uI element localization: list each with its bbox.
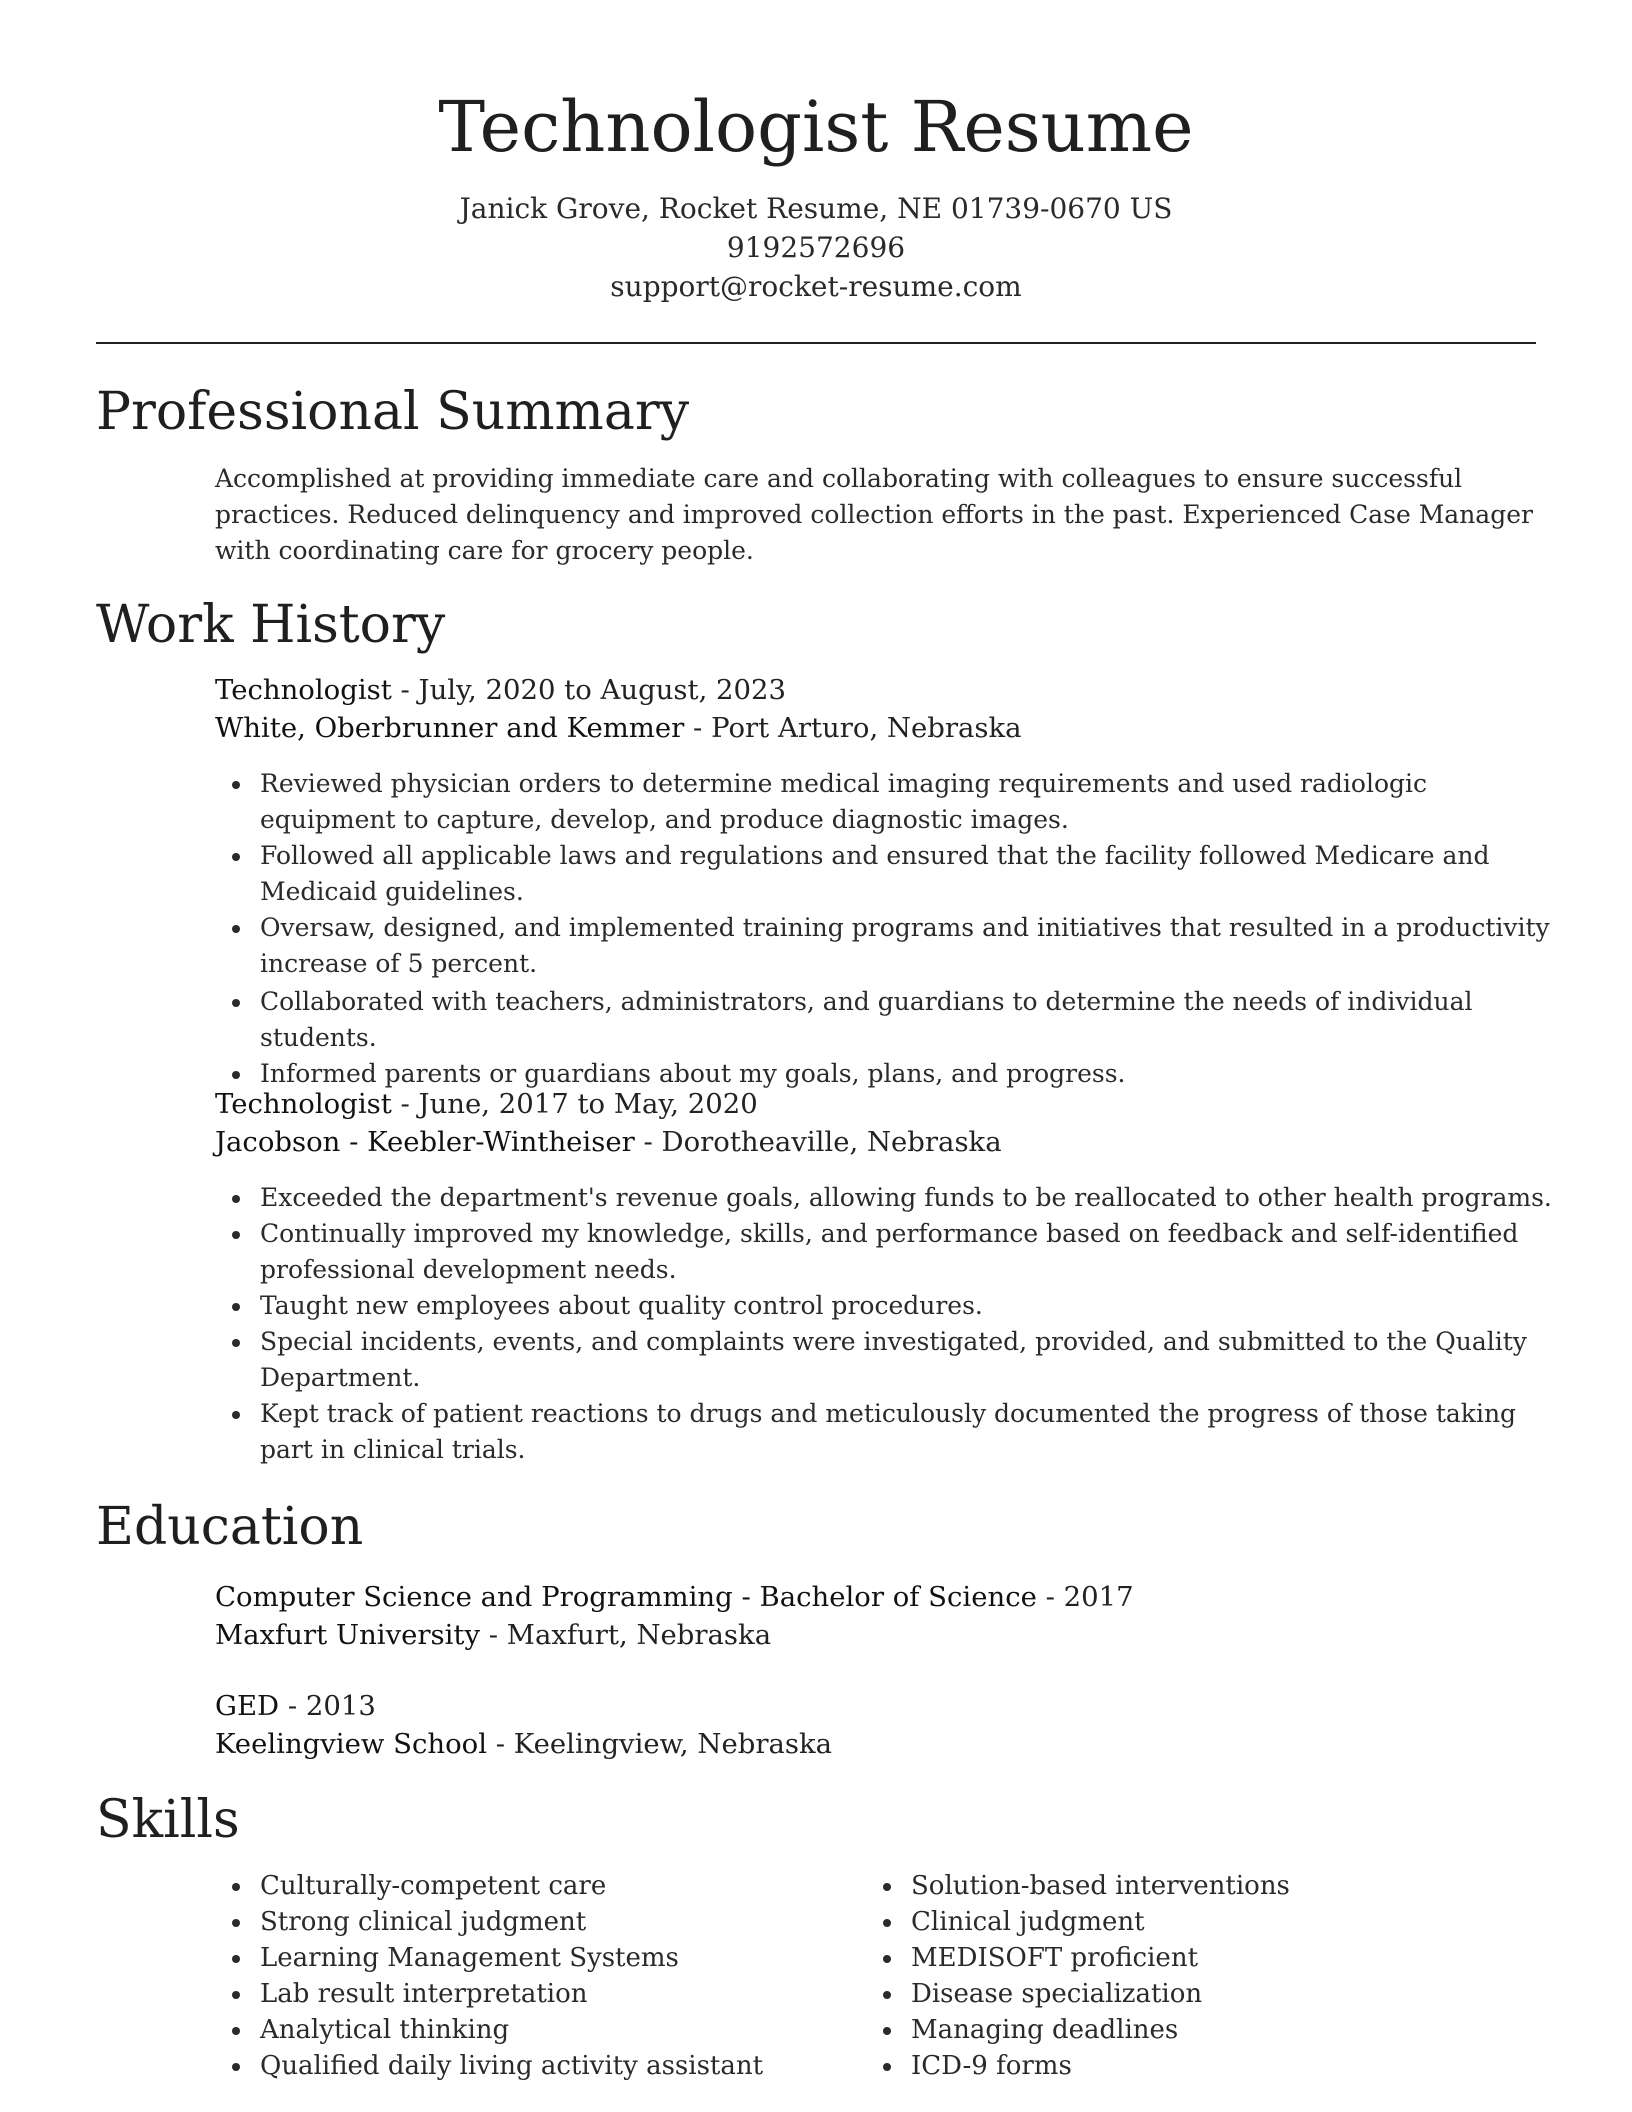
- list-item: ICD-9 forms: [866, 2048, 1486, 2084]
- list-item: Lab result interpretation: [215, 1976, 835, 2012]
- edu-2-school: Keelingview School: [215, 1728, 488, 1760]
- list-item: Continually improved my knowledge, skills, and performance based on feedback and self-identified professional development needs.: [215, 1216, 1555, 1288]
- summary-heading: Professional Summary: [96, 382, 690, 442]
- list-item: Strong clinical judgment: [215, 1904, 835, 1940]
- list-item: Followed all applicable laws and regulations and ensured that the facility followed Medicare and Medicaid guidelines.: [215, 838, 1555, 910]
- edu-2-school-line: [215, 1725, 832, 1763]
- job-2-title-line: [215, 1085, 758, 1123]
- edu-1-school: Maxfurt University: [215, 1619, 481, 1651]
- education-heading: Education: [96, 1497, 364, 1557]
- header-divider: [96, 342, 1536, 344]
- skills-list-left: [215, 1868, 835, 2084]
- list-item: Taught new employees about quality control procedures.: [215, 1288, 1555, 1324]
- job-1-company-line: [215, 709, 1022, 747]
- job-2-company: Jacobson - Keebler-Wintheiser: [215, 1126, 635, 1158]
- list-item: Special incidents, events, and complaints were investigated, provided, and submitted to the Quality Department.: [215, 1324, 1555, 1396]
- edu-1-school-line: [215, 1616, 771, 1654]
- job-2-bullets: [215, 1180, 1555, 1468]
- resume-title: Technologist Resume: [438, 86, 1194, 168]
- edu-2-location: - Keelingview, Nebraska: [487, 1728, 833, 1760]
- edu-2-year: - 2013: [279, 1690, 376, 1722]
- job-2-dates: - June, 2017 to May, 2020: [391, 1088, 758, 1120]
- list-item: Informed parents or guardians about my goals, plans, and progress.: [215, 1056, 1555, 1092]
- skills-heading: Skills: [96, 1790, 240, 1850]
- edu-1-location: - Maxfurt, Nebraska: [480, 1619, 772, 1651]
- contact-email: support@rocket-resume.com: [610, 270, 1022, 303]
- contact-phone: 9192572696: [726, 231, 906, 264]
- summary-text: Accomplished at providing immediate care and collaborating with colleagues to ensure successful practices. Reduced delinquency and improved collection efforts in the past. Experienced Case Manager with coordinating care for grocery people.: [215, 464, 1533, 565]
- edu-1-program: Computer Science and Programming - Bachelor of Science: [215, 1581, 1037, 1613]
- list-item: MEDISOFT proficient: [866, 1940, 1486, 1976]
- list-item: Collaborated with teachers, administrators, and guardians to determine the needs of individual students.: [215, 984, 1555, 1056]
- job-1-dates: - July, 2020 to August, 2023: [391, 674, 787, 706]
- work-history-heading: Work History: [96, 595, 446, 655]
- job-2-title: Technologist: [215, 1088, 392, 1120]
- list-item: Managing deadlines: [866, 2012, 1486, 2048]
- edu-1-program-line: [215, 1578, 1134, 1616]
- list-item: Qualified daily living activity assistant: [215, 2048, 835, 2084]
- job-2-company-line: [215, 1123, 1002, 1161]
- list-item: Clinical judgment: [866, 1904, 1486, 1940]
- edu-1-year: - 2017: [1036, 1581, 1134, 1613]
- edu-2-program-line: [215, 1687, 376, 1725]
- list-item: Solution-based interventions: [866, 1868, 1486, 1904]
- list-item: Reviewed physician orders to determine medical imaging requirements and used radiologic equipment to capture, develop, and produce diagnostic images.: [215, 766, 1555, 838]
- edu-2-program: GED: [215, 1690, 280, 1722]
- list-item: Culturally-competent care: [215, 1868, 835, 1904]
- skills-list-right: [866, 1868, 1486, 2084]
- list-item: Exceeded the department's revenue goals, allowing funds to be reallocated to other health programs.: [215, 1180, 1555, 1216]
- list-item: Disease specialization: [866, 1976, 1486, 2012]
- job-1-title: Technologist: [215, 674, 392, 706]
- list-item: Oversaw, designed, and implemented training programs and initiatives that resulted in a productivity increase of 5 percent.: [215, 910, 1555, 982]
- list-item: Learning Management Systems: [215, 1940, 835, 1976]
- job-1-location: - Port Arturo, Nebraska: [684, 712, 1022, 744]
- job-1-company: White, Oberbrunner and Kemmer: [215, 712, 685, 744]
- contact-address: Janick Grove, Rocket Resume, NE 01739-0670 US: [459, 192, 1173, 225]
- job-1-title-line: [215, 671, 786, 709]
- list-item: Kept track of patient reactions to drugs and meticulously documented the progress of those taking part in clinical trials.: [215, 1396, 1555, 1468]
- list-item: Analytical thinking: [215, 2012, 835, 2048]
- job-1-bullets: [215, 766, 1555, 1092]
- job-2-location: - Dorotheaville, Nebraska: [634, 1126, 1002, 1158]
